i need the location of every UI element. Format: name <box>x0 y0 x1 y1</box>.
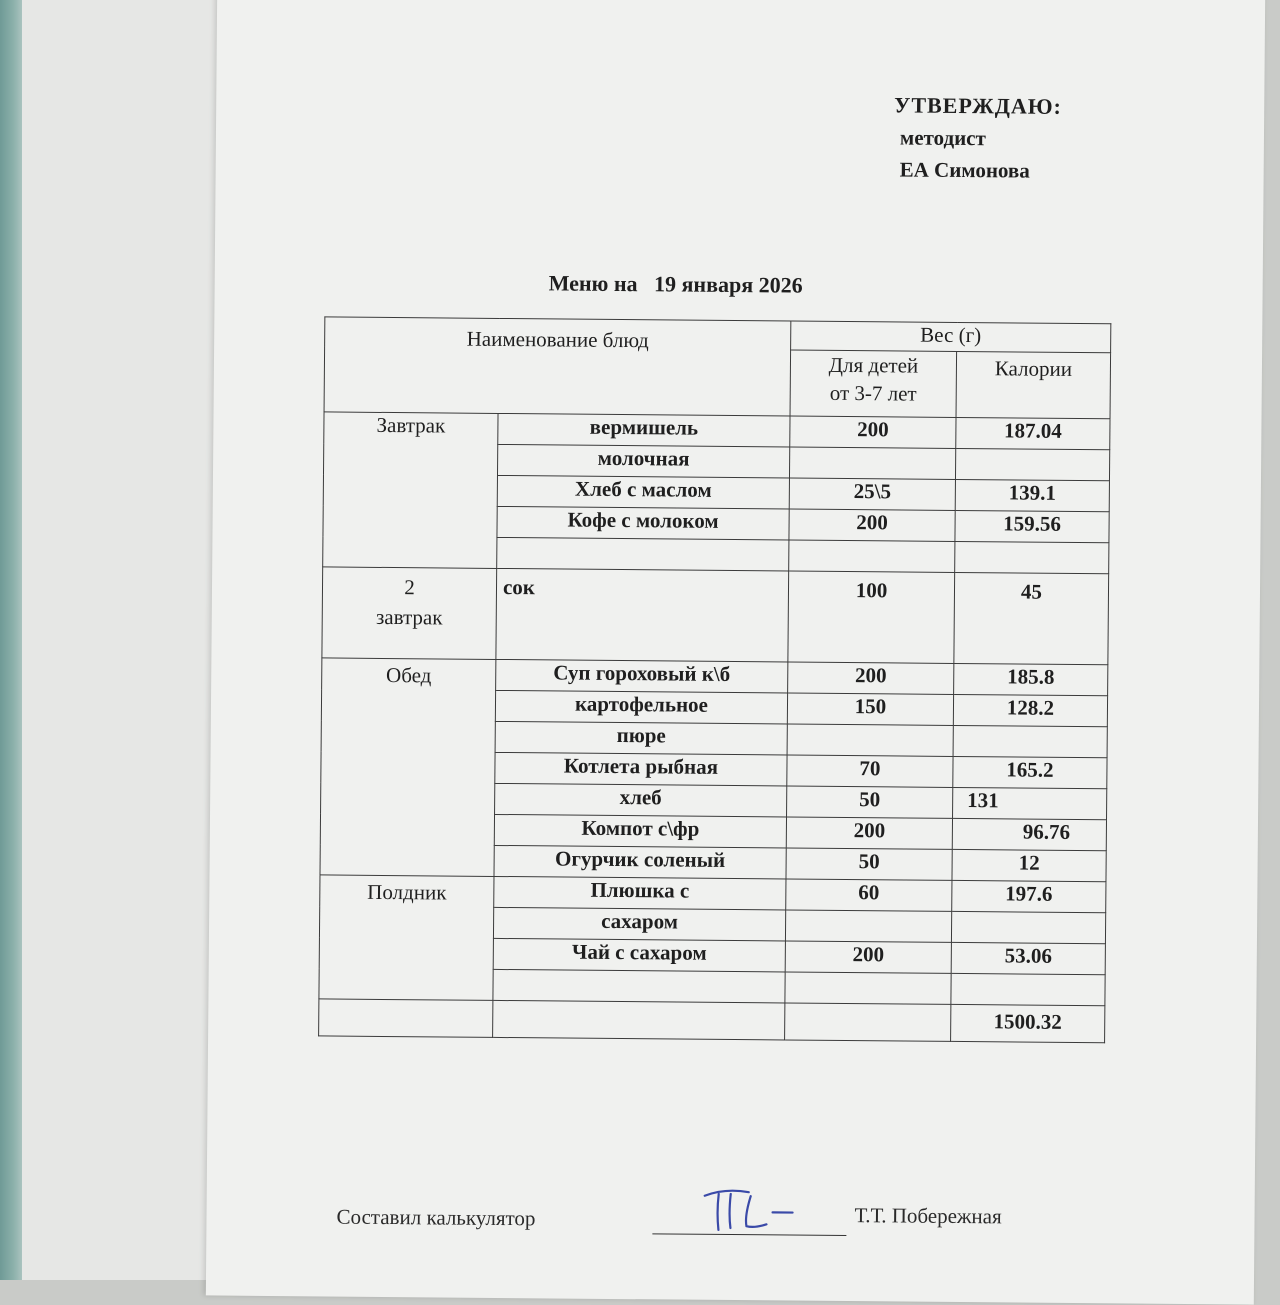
dish-cell: пюре <box>495 721 787 755</box>
weight-cell <box>785 910 951 942</box>
weight-cell: 200 <box>788 662 954 694</box>
total-calories: 1500.32 <box>951 1004 1105 1042</box>
calories-cell: 159.56 <box>955 510 1109 542</box>
weight-cell: 70 <box>787 755 953 787</box>
weight-cell: 25\5 <box>789 478 955 510</box>
meal-afternoon-snack: Полдник <box>319 875 494 1001</box>
dish-cell: сахаром <box>493 907 785 941</box>
dish-cell: картофельное <box>495 690 787 724</box>
table-row <box>320 875 1106 913</box>
dish-cell: хлеб <box>495 783 787 817</box>
approval-name: ЕА Симонова <box>899 157 1030 183</box>
table-row <box>324 412 1110 450</box>
background-fabric <box>0 0 22 1280</box>
dish-cell: Огурчик соленый <box>494 845 786 879</box>
weight-cell: 200 <box>786 817 952 849</box>
calories-cell: 128.2 <box>953 694 1107 726</box>
menu-table <box>318 316 1111 1043</box>
dish-cell: Хлеб с маслом <box>497 475 789 509</box>
dish-cell: сок <box>496 568 789 662</box>
dish-cell: молочная <box>497 444 789 478</box>
header-row <box>325 317 1111 353</box>
table-row <box>322 658 1108 696</box>
total-empty-cell <box>319 999 493 1038</box>
calories-cell: 131 <box>953 787 1107 819</box>
calories-cell: 187.04 <box>956 417 1110 449</box>
weight-cell <box>789 447 955 479</box>
weight-cell: 200 <box>789 509 955 541</box>
calories-cell: 45 <box>954 572 1109 664</box>
composed-label: Составил калькулятор <box>336 1204 536 1231</box>
calories-cell: 185.8 <box>954 663 1108 695</box>
menu-document <box>206 0 1265 1305</box>
calories-cell <box>955 541 1109 573</box>
approval-position: методист <box>899 125 986 151</box>
calories-cell: 197.6 <box>952 880 1106 912</box>
approval-title: УТВЕРЖДАЮ: <box>894 92 1063 119</box>
calories-cell: 12 <box>952 849 1106 881</box>
weight-cell: 200 <box>785 941 951 973</box>
menu-title: Меню на 19 января 2026 <box>548 270 803 298</box>
header-children-line2: от 3-7 лет <box>829 380 917 406</box>
dish-cell: Суп гороховый к\б <box>496 659 788 693</box>
header-children-line1: Для детей <box>828 352 919 378</box>
weight-cell: 200 <box>790 416 956 448</box>
meal-lunch: Обед <box>320 658 496 877</box>
background-paper <box>22 0 222 1280</box>
weight-cell: 100 <box>788 571 955 663</box>
header-children-age <box>790 350 957 417</box>
weight-cell <box>785 972 951 1004</box>
calories-cell <box>953 725 1107 757</box>
header-calories: Калории <box>956 351 1111 418</box>
total-row <box>319 999 1105 1043</box>
header-dish-name: Наименование блюд <box>324 317 791 416</box>
total-empty-cell <box>493 1000 785 1040</box>
dish-cell: Компот с\фр <box>494 814 786 848</box>
header-weight: Вес (г) <box>791 321 1111 353</box>
handwritten-signature <box>696 1182 816 1239</box>
meal-second-breakfast-line2: завтрак <box>375 604 443 630</box>
weight-cell <box>789 540 955 572</box>
dish-cell <box>493 969 785 1003</box>
approval-block <box>894 89 1063 186</box>
dish-cell <box>497 537 789 571</box>
table-row <box>322 567 1109 665</box>
total-empty-cell <box>785 1003 951 1041</box>
weight-cell: 50 <box>787 786 953 818</box>
calories-cell: 53.06 <box>951 942 1105 974</box>
meal-second-breakfast-line1: 2 <box>404 575 415 600</box>
dish-cell: Кофе с молоком <box>497 506 789 540</box>
calories-cell: 165.2 <box>953 756 1107 788</box>
dish-cell: Котлета рыбная <box>495 752 787 786</box>
calories-cell <box>951 973 1105 1005</box>
calories-cell <box>955 448 1109 480</box>
meal-second-breakfast <box>322 567 497 660</box>
calories-cell: 96.76 <box>952 818 1106 850</box>
dish-cell: Чай с сахаром <box>493 938 785 972</box>
weight-cell: 60 <box>786 879 952 911</box>
meal-breakfast: Завтрак <box>323 412 498 569</box>
weight-cell: 50 <box>786 848 952 880</box>
weight-cell <box>787 724 953 756</box>
calories-cell: 139.1 <box>955 479 1109 511</box>
dish-cell: вермишель <box>498 413 790 447</box>
dish-cell: Плюшка с <box>494 876 786 910</box>
signer-name: Т.Т. Побережная <box>854 1203 1002 1229</box>
calories-cell <box>951 911 1105 943</box>
weight-cell: 150 <box>787 693 953 725</box>
